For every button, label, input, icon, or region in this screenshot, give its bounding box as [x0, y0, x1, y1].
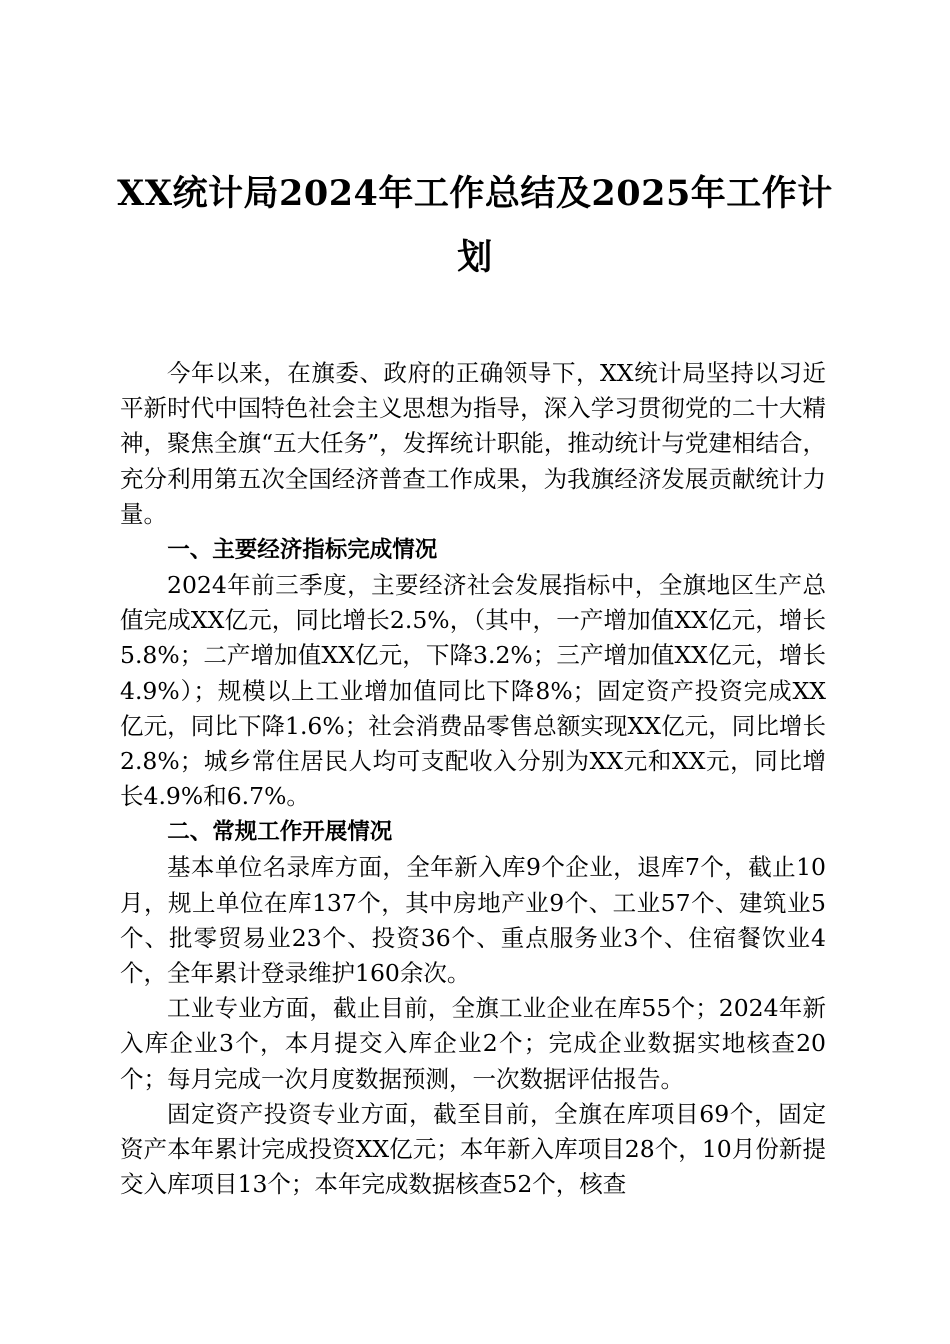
document-body — [120, 356, 826, 1202]
section-economic-indicators — [120, 532, 826, 814]
section-routine-work — [120, 814, 826, 1202]
document-title: XX统计局2024年工作总结及2025年工作计划 — [117, 173, 833, 278]
section-heading: 一、主要经济指标完成情况 — [167, 537, 438, 564]
body-paragraph: 基本单位名录库方面，全年新入库9个企业，退库7个，截止10月，规上单位在库137个，其中房地产业9个、工业57个、建筑业5个、批零贸易业23个、投资36个、重点服务业3个、住宿餐饮业4个，全年累计登录维护160余次。 — [120, 853, 826, 988]
body-paragraph: 2024年前三季度，主要经济社会发展指标中，全旗地区生产总值完成XX亿元，同比增长2.5%，（其中，一产增加值XX亿元，增长5.8%；二产增加值XX亿元，下降3.2%；三产增加值XX亿元，增长4.9%）；规模以上工业增加值同比下降8%；固定资产投资完成XX亿元，同比下降1.6%；社会消费品零售总额实现XX亿元，同比增长2.8%；城乡常住居民人均可支配收入分别为XX元和XX元，同比增长4.9%和6.7%。 — [120, 571, 826, 811]
intro-paragraph: 今年以来，在旗委、政府的正确领导下，XX统计局坚持以习近平新时代中国特色社会主义思想为指导，深入学习贯彻党的二十大精神，聚焦全旗“五大任务”，发挥统计职能，推动统计与党建相结合，充分利用第五次全国经济普查工作成果，为我旗经济发展贡献统计力量。 — [120, 359, 826, 528]
body-paragraph: 固定资产投资专业方面，截至目前，全旗在库项目69个，固定资产本年累计完成投资XX亿元；本年新入库项目28个，10月份新提交入库项目13个；本年完成数据核查52个，核查 — [120, 1099, 826, 1199]
body-paragraph: 工业专业方面，截止目前，全旗工业企业在库55个；2024年新入库企业3个，本月提交入库企业2个；完成企业数据实地核查20个；每月完成一次月度数据预测，一次数据评估报告。 — [120, 994, 826, 1093]
section-heading: 二、常规工作开展情况 — [167, 819, 393, 846]
